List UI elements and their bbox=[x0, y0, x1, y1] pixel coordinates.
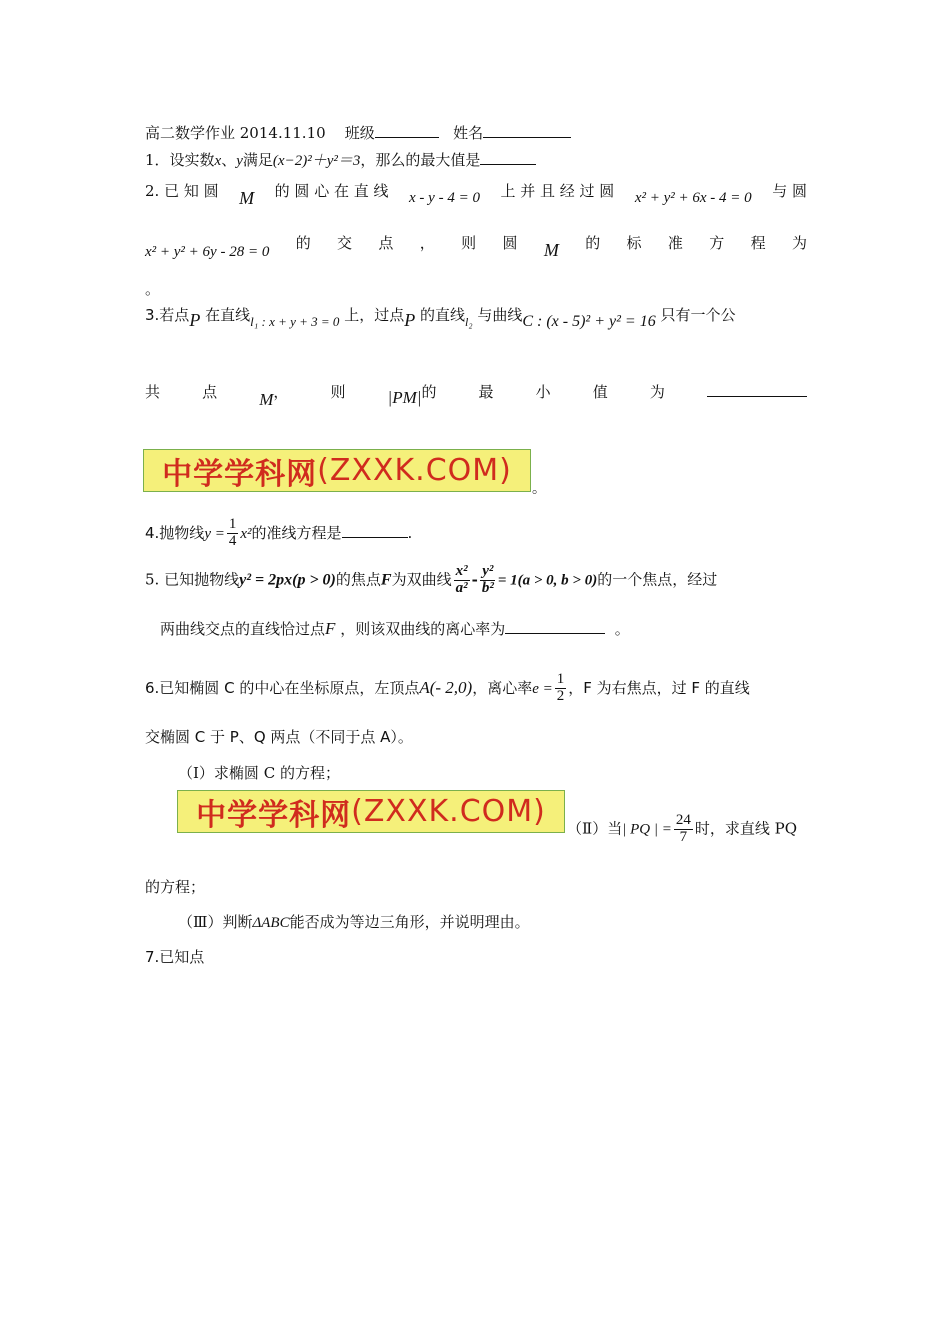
question-2-line-1 bbox=[145, 180, 807, 208]
q5-answer-blank[interactable] bbox=[505, 619, 605, 634]
page-header bbox=[145, 122, 807, 143]
q6-pq-frac bbox=[674, 813, 693, 846]
q2-word: 的 bbox=[585, 234, 601, 252]
q6-e-num: 1 bbox=[556, 671, 565, 687]
q3-comma: ， bbox=[273, 383, 289, 401]
q5-end-mark: 。 bbox=[614, 620, 630, 638]
q2-word: 方 bbox=[709, 234, 725, 252]
question-2-end bbox=[145, 278, 807, 299]
q5-focus-F: F bbox=[325, 619, 336, 638]
question-6-line-1 bbox=[145, 672, 807, 705]
q1-sep: 、 bbox=[221, 151, 237, 169]
logo-text-en: (ZXXK.COM) bbox=[351, 794, 546, 829]
name-blank[interactable] bbox=[483, 123, 571, 138]
q2-word: 点 bbox=[378, 234, 394, 252]
name-label: 姓名 bbox=[453, 124, 484, 142]
zxxk-logo bbox=[177, 790, 565, 833]
q1-answer-blank[interactable] bbox=[480, 150, 536, 165]
q3-text-c: 上，过点 bbox=[344, 306, 405, 324]
q5-parabola-equation: y² = 2px(p > 0) bbox=[239, 571, 336, 589]
q6-eccentricity-frac bbox=[555, 672, 567, 705]
q6-triangle: ΔABC bbox=[252, 915, 290, 931]
q2-circle1-equation: x² + y² + 6x - 4 = 0 bbox=[634, 190, 752, 206]
q2-text-d: 与 圆 bbox=[772, 182, 807, 200]
q6-vertex-A: A(- 2,0) bbox=[419, 677, 473, 697]
question-2-line-2 bbox=[145, 232, 807, 260]
q6-part3-a: （Ⅲ）判断 bbox=[178, 913, 253, 931]
q1-var-y: y bbox=[236, 153, 243, 169]
q5-text-a: 5. 已知抛物线 bbox=[145, 570, 240, 589]
q2-circle-M: M bbox=[239, 188, 255, 208]
q3-point-M: M bbox=[259, 390, 274, 409]
q7-text: 7.已知点 bbox=[145, 948, 205, 966]
q2-circle-M: M bbox=[543, 240, 559, 260]
q3-word: 值 bbox=[592, 383, 608, 401]
q6-pq-den: 7 bbox=[679, 828, 688, 845]
q4-frac-num: 1 bbox=[228, 516, 237, 532]
q3-distance-PM: |PM| bbox=[387, 388, 422, 407]
q4-text-b: 的准线方程是 bbox=[251, 523, 342, 542]
q3-word: 点 bbox=[202, 383, 218, 401]
q5-focus-F: F bbox=[380, 571, 392, 589]
q2-word: 标 bbox=[626, 234, 642, 252]
q5-hyperbola-frac-1 bbox=[454, 564, 470, 597]
q3-word: 则 bbox=[330, 383, 346, 401]
q1-text-a: 1．设实数 bbox=[145, 151, 215, 169]
q6-pq-lhs: | PQ | = bbox=[622, 821, 672, 838]
q2-text-c: 上 并 且 经 过 圆 bbox=[500, 182, 615, 200]
q2-circle2-equation: x² + y² + 6y - 28 = 0 bbox=[145, 244, 270, 260]
question-6-line-2 bbox=[145, 726, 807, 747]
question-3-line-1 bbox=[145, 304, 807, 330]
q2-line-equation: x - y - 4 = 0 bbox=[409, 190, 480, 206]
q2-text-b: 的 圆 心 在 直 线 bbox=[274, 182, 389, 200]
q6-part2-c: 的方程； bbox=[145, 878, 206, 896]
q4-end-mark: . bbox=[407, 523, 413, 542]
q6-part2-a: （Ⅱ）当 bbox=[567, 819, 623, 838]
logo-text-en: (ZXXK.COM) bbox=[317, 453, 512, 488]
q5-minus: - bbox=[471, 570, 478, 589]
worksheet-title: 高二数学作业 2014.11.10 bbox=[145, 124, 326, 142]
q5-line2-b: ，则该双曲线的离心率为 bbox=[340, 620, 506, 638]
q3-answer-blank[interactable] bbox=[707, 382, 807, 397]
q3-point-P: P bbox=[404, 310, 416, 330]
q2-end-mark: 。 bbox=[145, 280, 161, 298]
q6-line2: 交椭圆 C 于 P、Q 两点（不同于点 A）。 bbox=[145, 728, 413, 746]
q5-hyp-den1: a² bbox=[455, 579, 468, 596]
q2-word: 圆 bbox=[502, 234, 518, 252]
q5-hyp-num1: x² bbox=[455, 563, 468, 579]
q5-text-b: 的焦点 bbox=[335, 570, 381, 589]
q2-word: 程 bbox=[750, 234, 766, 252]
q3-text-d: 的直线 bbox=[420, 306, 466, 324]
q6-text-b: ，离心率 bbox=[472, 678, 533, 697]
q4-fraction bbox=[227, 517, 239, 550]
q4-eq-lhs: y = bbox=[204, 525, 225, 542]
q3-word: 最 bbox=[478, 383, 494, 401]
q2-word: 的 bbox=[295, 234, 311, 252]
question-5-line-1 bbox=[145, 564, 807, 597]
question-4 bbox=[145, 517, 807, 550]
q3-text-f: 只有一个公 bbox=[660, 306, 736, 324]
q3-word: 小 bbox=[535, 383, 551, 401]
q2-word: 交 bbox=[337, 234, 353, 252]
q1-equation: (x−2)²＋y²＝3 bbox=[272, 153, 361, 169]
class-label: 班级 bbox=[344, 124, 375, 142]
q6-pq-num: 24 bbox=[675, 812, 691, 828]
q3-text-b: 在直线 bbox=[205, 306, 251, 324]
q3-text-a: 3.若点 bbox=[145, 306, 190, 324]
question-5-line-2 bbox=[160, 618, 822, 639]
question-6-part-2 bbox=[567, 813, 797, 846]
q3-word: 共 bbox=[145, 383, 161, 401]
question-6-part-3 bbox=[178, 911, 840, 932]
q5-text-d: 的一个焦点，经过 bbox=[597, 570, 718, 589]
q6-part2-b: 时，求直线 PQ bbox=[694, 819, 797, 838]
q3-curve-equation: C : (x - 5)² + y² = 16 bbox=[522, 313, 656, 330]
q6-text-a: 6.已知椭圆 C 的中心在坐标原点，左顶点 bbox=[145, 678, 420, 697]
question-7 bbox=[145, 946, 807, 967]
q6-e-lhs: e = bbox=[532, 680, 553, 697]
question-6-part-1 bbox=[178, 762, 840, 783]
zxxk-logo bbox=[143, 449, 531, 492]
logo-text-cn: 中学学科网 bbox=[196, 797, 352, 833]
q6-part3-b: 能否成为等边三角形，并说明理由。 bbox=[289, 913, 530, 931]
q3-word: 的 bbox=[421, 383, 437, 401]
q1-var-x: x bbox=[214, 153, 222, 169]
q3-point-P: P bbox=[189, 310, 201, 330]
q5-hyp-num2: y² bbox=[482, 563, 494, 579]
class-blank[interactable] bbox=[375, 123, 439, 138]
q2-word: 则 bbox=[461, 234, 477, 252]
q3-line-l2: l₂ bbox=[465, 315, 473, 329]
q4-answer-blank[interactable] bbox=[342, 523, 408, 538]
q5-text-c: 为双曲线 bbox=[391, 570, 452, 589]
q3-text-e: 与曲线 bbox=[477, 306, 523, 324]
question-3-line-2 bbox=[145, 381, 807, 409]
q2-word: 为 bbox=[791, 234, 807, 252]
question-1 bbox=[145, 149, 807, 170]
q5-line2-a: 两曲线交点的直线恰过点 bbox=[160, 620, 326, 638]
q6-text-c: ，F 为右焦点，过 F 的直线 bbox=[568, 678, 750, 697]
question-6-part-2-cont bbox=[145, 876, 807, 897]
q2-word: 准 bbox=[667, 234, 683, 252]
q4-eq-rhs: x² bbox=[240, 525, 252, 542]
q2-word: ， bbox=[419, 234, 435, 252]
q1-text-c: ，那么的最大值是 bbox=[360, 151, 481, 169]
q3-word: 为 bbox=[649, 383, 665, 401]
logo-text-cn: 中学学科网 bbox=[162, 456, 318, 492]
q5-hyperbola-frac-2 bbox=[480, 564, 496, 597]
q2-text-a: 2. 已 知 圆 bbox=[145, 182, 219, 200]
q5-hyperbola-rhs: = 1(a > 0, b > 0) bbox=[497, 572, 598, 589]
q4-text-a: 4.抛物线 bbox=[145, 523, 205, 542]
q3-line-l1: l₁ : x + y + 3 = 0 bbox=[250, 314, 340, 329]
q1-text-b: 满足 bbox=[242, 151, 273, 169]
q4-frac-den: 4 bbox=[228, 532, 237, 549]
q5-hyp-den2: b² bbox=[481, 579, 494, 596]
q6-part1: （Ⅰ）求椭圆 C 的方程； bbox=[178, 764, 340, 782]
q3-end-mark: 。 bbox=[532, 481, 546, 497]
q6-e-den: 2 bbox=[556, 687, 565, 704]
